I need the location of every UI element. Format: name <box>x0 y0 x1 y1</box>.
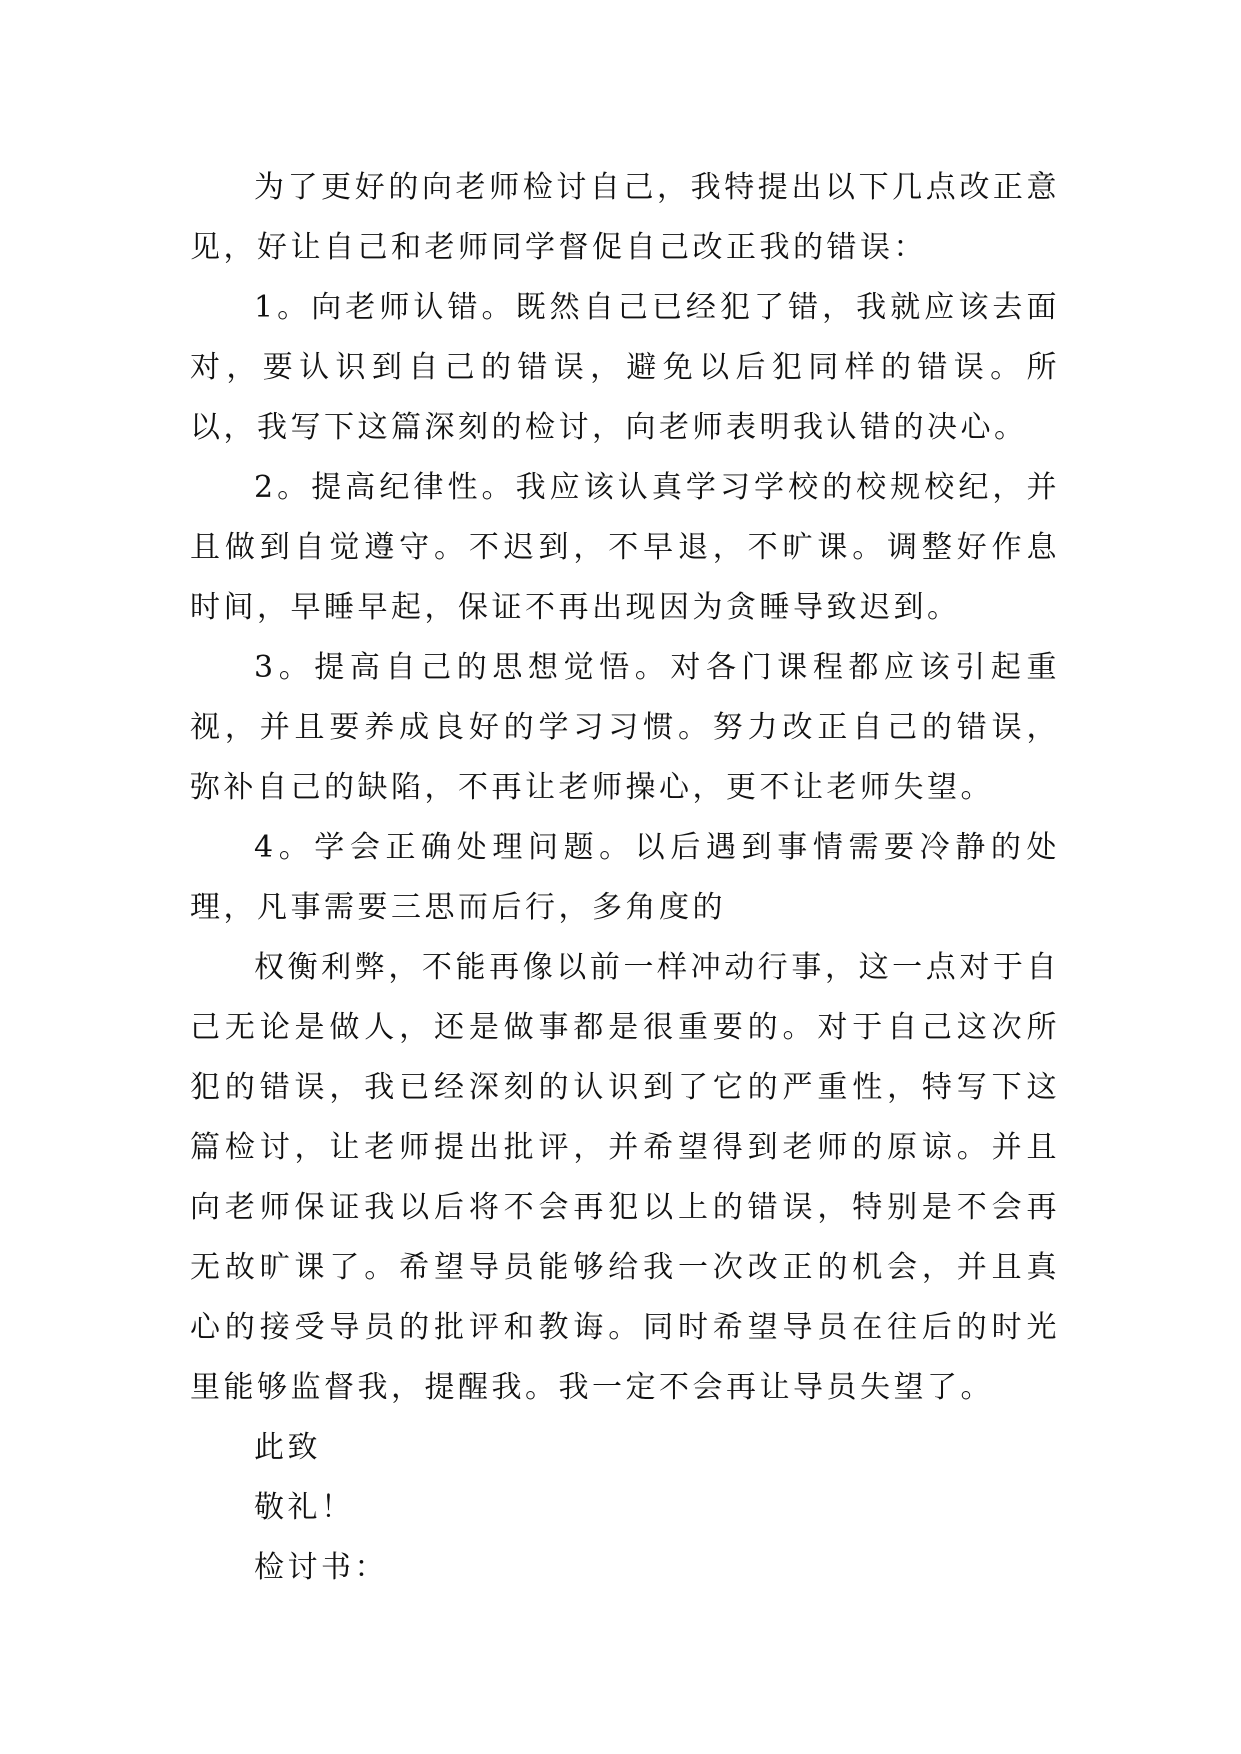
signature-label: 检讨书： <box>254 1550 388 1585</box>
paragraph-point-1: 1。向老师认错。既然自己已经犯了错，我就应该去面对，要认识到自己的错误，避免以后犯同样的错误。所以，我写下这篇深刻的检讨，向老师表明我认错的决心。 <box>190 290 1060 445</box>
closing-regards: 敬礼！ <box>254 1490 355 1525</box>
paragraph-intro: 为了更好的向老师检讨自己，我特提出以下几点改正意见，好让自己和老师同学督促自己改正我的错误： <box>190 170 1060 265</box>
document-body <box>190 158 1060 1598</box>
paragraph-point-4: 4。学会正确处理问题。以后遇到事情需要冷静的处理，凡事需要三思而后行，多角度的 <box>190 830 1060 925</box>
paragraph-point-3: 3。提高自己的思想觉悟。对各门课程都应该引起重视，并且要养成良好的学习习惯。努力改正自己的错误，弥补自己的缺陷，不再让老师操心，更不让老师失望。 <box>190 650 1060 805</box>
paragraph-point-2: 2。提高纪律性。我应该认真学习学校的校规校纪，并且做到自觉遵守。不迟到，不早退，不旷课。调整好作息时间，早睡早起，保证不再出现因为贪睡导致迟到。 <box>190 470 1060 625</box>
closing-salutation: 此致 <box>254 1430 321 1465</box>
paragraph-conclusion: 权衡利弊，不能再像以前一样冲动行事，这一点对于自己无论是做人，还是做事都是很重要的。对于自己这次所犯的错误，我已经深刻的认识到了它的严重性，特写下这篇检讨，让老师提出批评，并希望得到老师的原谅。并且向老师保证我以后将不会再犯以上的错误，特别是不会再无故旷课了。希望导员能够给我一次改正的机会，并且真心的接受导员的批评和教诲。同时希望导员在往后的时光里能够监督我，提醒我。我一定不会再让导员失望了。 <box>190 950 1060 1405</box>
